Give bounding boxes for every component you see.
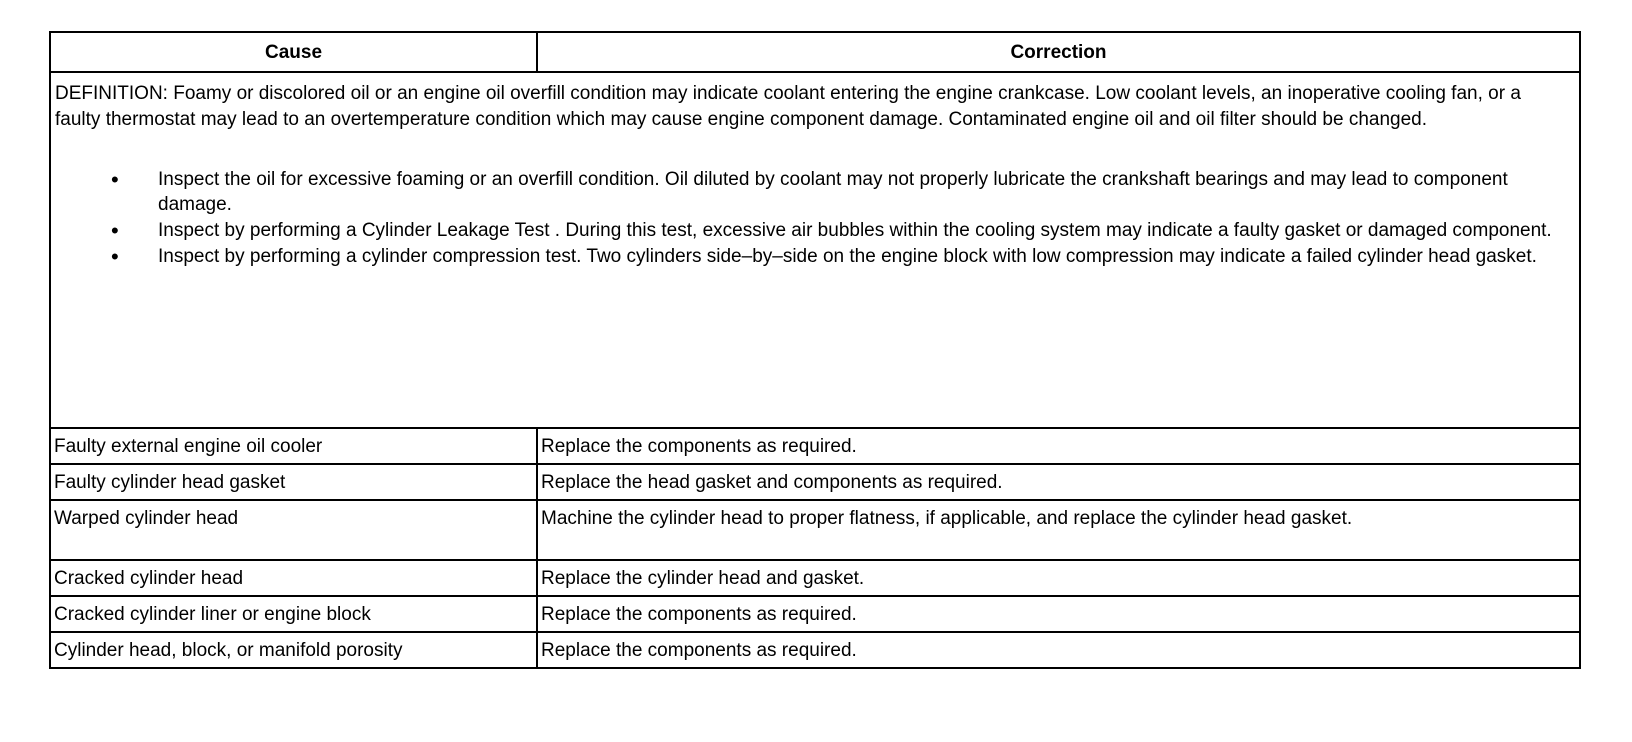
- cause-cell: Faulty external engine oil cooler: [50, 428, 537, 464]
- inspection-item: [55, 167, 1569, 217]
- correction-cell: Replace the cylinder head and gasket.: [537, 560, 1580, 596]
- correction-cell: Machine the cylinder head to proper flatness, if applicable, and replace the cylinder head gasket.: [537, 500, 1580, 560]
- inspection-list: [55, 167, 1569, 269]
- inspection-item-text: Inspect the oil for excessive foaming or an overfill condition. Oil diluted by coolant may not properly lubricate the crankshaft bearings and may lead to component damage.: [158, 169, 1508, 215]
- inspection-item: [55, 218, 1569, 243]
- correction-header: Correction: [537, 32, 1580, 72]
- correction-cell: Replace the head gasket and components as required.: [537, 464, 1580, 500]
- definition-row: [50, 72, 1580, 428]
- bullet-icon: •: [111, 244, 119, 269]
- table-row: [50, 632, 1580, 668]
- correction-cell: Replace the components as required.: [537, 596, 1580, 632]
- definition-text: DEFINITION: Foamy or discolored oil or an engine oil overfill condition may indicate coolant entering the engine crankcase. Low coolant levels, an inoperative cooling fan, or a faulty thermostat may lead to an overtemperature condition which may cause engine component damage. Contaminated engine oil and oil filter should be changed.: [55, 83, 1521, 130]
- cause-cell: Cylinder head, block, or manifold porosity: [50, 632, 537, 668]
- inspection-item: [55, 244, 1569, 269]
- inspection-item-text: Inspect by performing a Cylinder Leakage Test . During this test, excessive air bubbles within the cooling system may indicate a faulty gasket or damaged component.: [158, 220, 1552, 241]
- cause-cell: Cracked cylinder liner or engine block: [50, 596, 537, 632]
- inspection-item-text: Inspect by performing a cylinder compression test. Two cylinders side–by–side on the engine block with low compression may indicate a failed cylinder head gasket.: [158, 246, 1537, 267]
- cause-header: Cause: [50, 32, 537, 72]
- table-row: [50, 500, 1580, 560]
- correction-cell: Replace the components as required.: [537, 428, 1580, 464]
- cause-cell: Cracked cylinder head: [50, 560, 537, 596]
- bullet-icon: •: [111, 167, 119, 192]
- cause-cell: Faulty cylinder head gasket: [50, 464, 537, 500]
- definition-cell: [50, 72, 1580, 428]
- cause-cell: Warped cylinder head: [50, 500, 537, 560]
- table-row: [50, 464, 1580, 500]
- table-row: [50, 428, 1580, 464]
- header-row: [50, 32, 1580, 72]
- diagnostic-table: [49, 31, 1581, 669]
- bullet-icon: •: [111, 218, 119, 243]
- table-row: [50, 596, 1580, 632]
- table-row: [50, 560, 1580, 596]
- correction-cell: Replace the components as required.: [537, 632, 1580, 668]
